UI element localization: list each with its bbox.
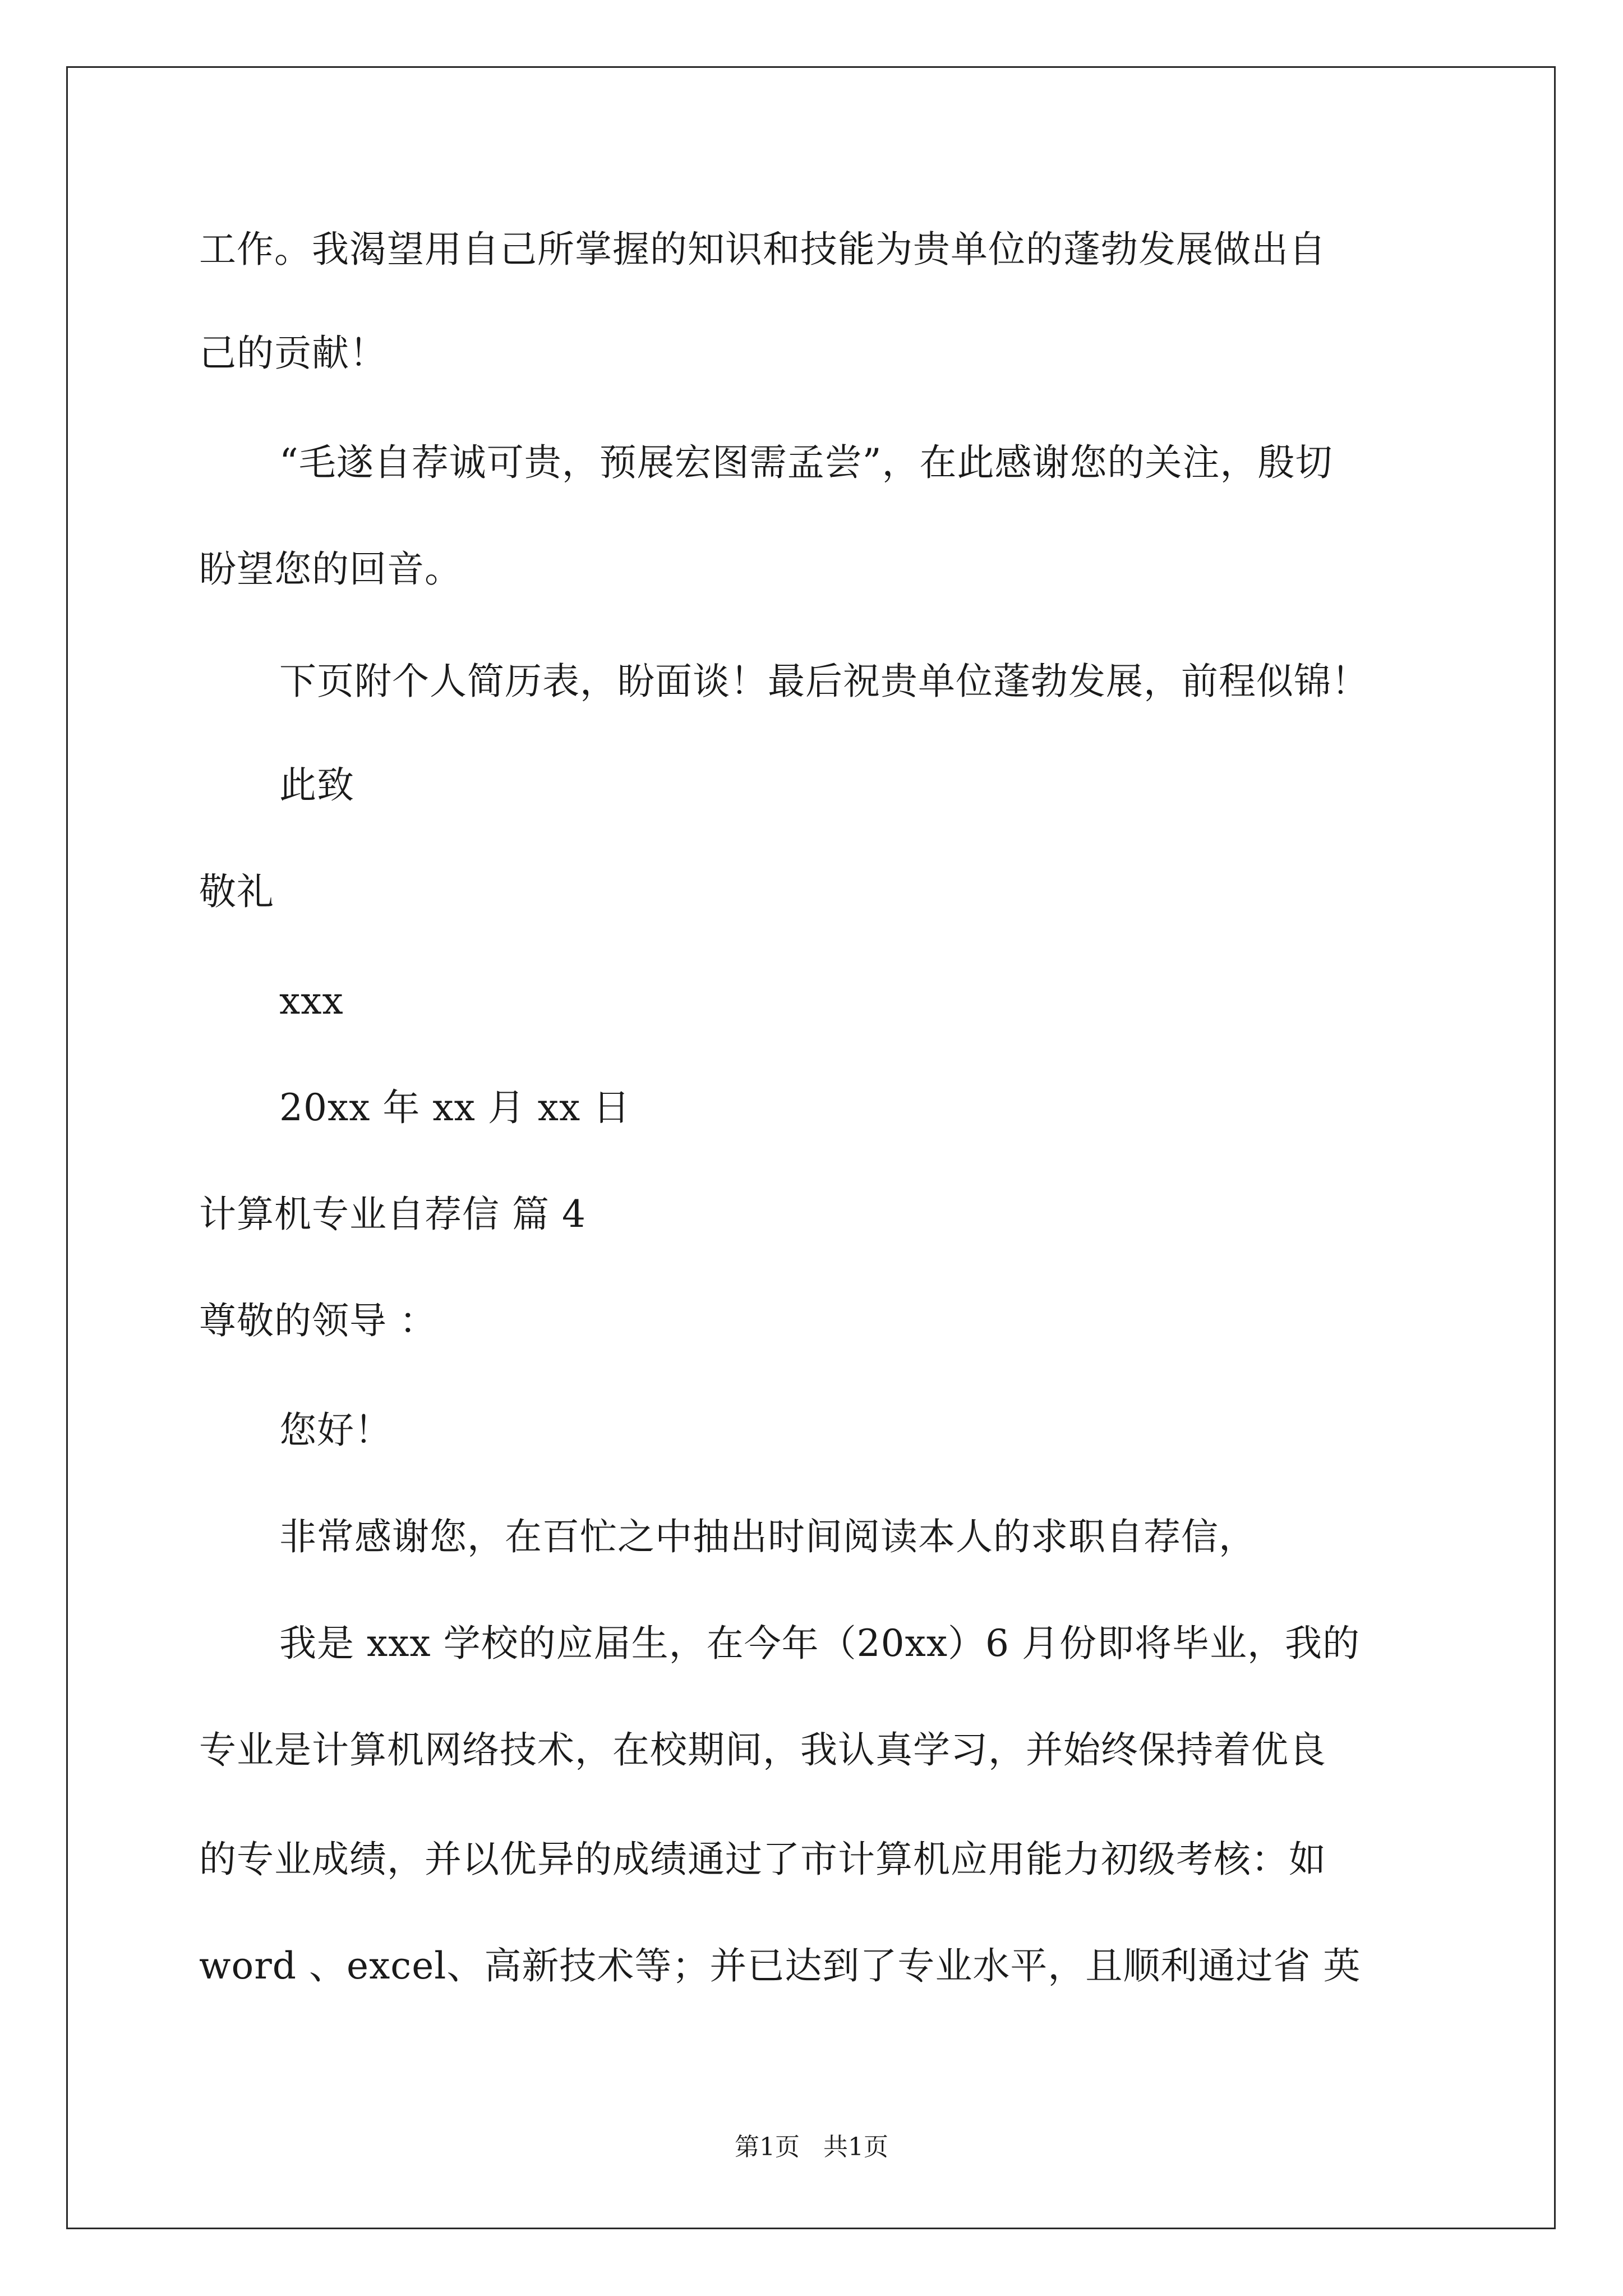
text-line-14: 我是 xxx 学校的应届生，在今年（20xx）6 月份即将毕业，我的 [279, 1622, 1361, 1665]
text-line-13: 非常感谢您，在百忙之中抽出时间阅读本人的求职自荐信， [279, 1515, 1256, 1558]
signature-name: xxx [279, 979, 344, 1023]
page-border [66, 66, 1556, 2229]
signature-date: 20xx 年 xx 月 xx 日 [279, 1086, 631, 1129]
text-line-5: 下页附个人简历表，盼面谈！最后祝贵单位蓬勃发展，前程似锦！ [279, 660, 1369, 703]
closing-salutation: 此致 [279, 763, 354, 807]
section-heading: 计算机专业自荐信 篇 4 [199, 1193, 586, 1236]
text-line-3: “毛遂自荐诚可贵，预展宏图需孟尝”，在此感谢您的关注，殷切 [279, 441, 1333, 484]
page-number-footer: 第1页 共1页 [735, 2133, 888, 2161]
text-line-17: word 、excel、高新技术等；并已达到了专业水平，且顺利通过省 英 [199, 1944, 1361, 1987]
greeting-hello: 您好！ [279, 1409, 392, 1452]
text-line-15: 专业是计算机网络技术，在校期间，我认真学习，并始终保持着优良 [199, 1728, 1326, 1772]
text-line-1: 工作。我渴望用自己所掌握的知识和技能为贵单位的蓬勃发展做出自 [199, 228, 1326, 271]
closing-regards: 敬礼 [199, 870, 274, 913]
text-line-16: 的专业成绩，并以优异的成绩通过了市计算机应用能力初级考核：如 [199, 1838, 1326, 1881]
greeting-recipient: 尊敬的领导 ： [199, 1299, 437, 1342]
text-line-4: 盼望您的回音。 [199, 547, 462, 591]
text-line-2: 己的贡献！ [199, 332, 387, 375]
